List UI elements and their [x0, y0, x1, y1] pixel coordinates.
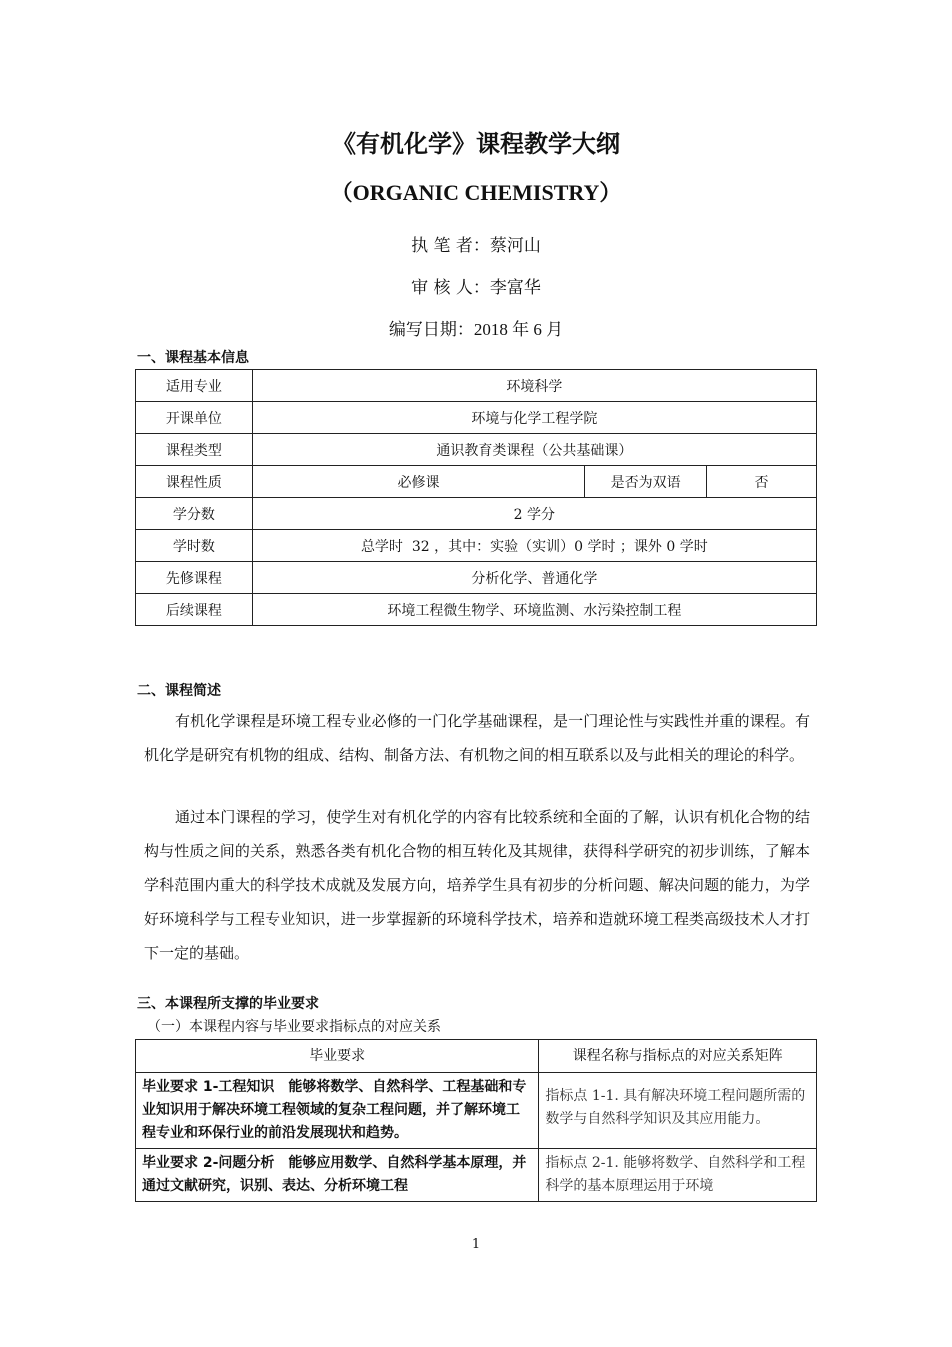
paragraph-2: 通过本门课程的学习，使学生对有机化学的内容有比较系统和全面的了解，认识有机化合物的结构与性质之间的关系，熟悉各类有机化合物的相互转化及其规律，获得科学研究的初步训练，了解本学科范围内重大的科学技术成就及发展方向，培养学生具有初步的分析问题、解决问题的能力，为学好环境科学与工程专业知识，进一步掌握新的环境科学技术，培养和造就环境工程类高级技术人才打下一定的基础。 [144, 808, 810, 962]
table-row [136, 466, 817, 498]
reviewer-label: 审 核 人： [411, 278, 490, 298]
author-label: 执 笔 者： [411, 236, 490, 256]
row-label-2: 是否为双语 [585, 466, 707, 498]
requirements-table [135, 1039, 817, 1202]
table-row [136, 594, 817, 626]
row-label: 学时数 [136, 530, 253, 562]
paragraph-1: 有机化学课程是环境工程专业必修的一门化学基础课程，是一门理论性与实践性并重的课程。有机化学是研究有机物的组成、结构、制备方法、有机物之间的相互联系以及与此相关的理论的科学。 [144, 712, 810, 764]
row-value: 环境与化学工程学院 [252, 402, 816, 434]
table-row [136, 562, 817, 594]
section3-heading: 三、本课程所支撑的毕业要求 [137, 996, 319, 1012]
page-number: 1 [471, 1237, 481, 1252]
table-row [136, 498, 817, 530]
author-name: 蔡河山 [489, 236, 541, 256]
row-value: 环境工程微生物学、环境监测、水污染控制工程 [252, 594, 816, 626]
table-row [136, 434, 817, 466]
table-row [136, 1149, 817, 1202]
row-label: 课程类型 [136, 434, 253, 466]
requirement-cell: 毕业要求 1-工程知识 能够将数学、自然科学、工程基础和专业知识用于解决环境工程领域的复杂工程问题，并了解环境工程专业和环保行业的前沿发展现状和趋势。 [136, 1073, 539, 1149]
row-label: 后续课程 [136, 594, 253, 626]
row-value-2: 否 [707, 466, 817, 498]
author-line [0, 231, 952, 256]
row-value: 必修课 [252, 466, 585, 498]
row-label: 课程性质 [136, 466, 253, 498]
course-info-table [135, 369, 817, 626]
row-value: 通识教育类课程（公共基础课） [252, 434, 816, 466]
document-title: 《有机化学》课程教学大纲 [332, 130, 620, 158]
table-row [136, 1073, 817, 1149]
section3-subheading: （一）本课程内容与毕业要求指标点的对应关系 [147, 1019, 441, 1035]
row-value: 总学时 32 ，其中：实验（实训）0 学时 ；课外 0 学时 [252, 530, 816, 562]
date-line [0, 315, 952, 340]
reviewer-line [0, 273, 952, 298]
indicator-cell: 指标点 1-1. 具有解决环境工程问题所需的数学与自然科学知识及其应用能力。 [539, 1073, 817, 1149]
indicator-cell: 指标点 2-1. 能够将数学、自然科学和工程科学的基本原理运用于环境 [539, 1149, 817, 1202]
row-value: 分析化学、普通化学 [252, 562, 816, 594]
row-value: 环境科学 [252, 370, 816, 402]
row-label: 学分数 [136, 498, 253, 530]
date-label: 编写日期： [388, 320, 474, 340]
row-label: 开课单位 [136, 402, 253, 434]
row-value: 2 学分 [252, 498, 816, 530]
col-header-matrix: 课程名称与指标点的对应关系矩阵 [539, 1040, 817, 1073]
table-row [136, 370, 817, 402]
document-subtitle: （ORGANIC CHEMISTRY） [330, 180, 622, 205]
table-header-row [136, 1040, 817, 1073]
table-row [136, 530, 817, 562]
row-label: 先修课程 [136, 562, 253, 594]
col-header-requirement: 毕业要求 [136, 1040, 539, 1073]
section2-heading: 二、课程简述 [137, 683, 221, 699]
section1-heading: 一、课程基本信息 [137, 350, 249, 366]
requirement-cell: 毕业要求 2-问题分析 能够应用数学、自然科学基本原理，并通过文献研究，识别、表达、分析环境工程 [136, 1149, 539, 1202]
reviewer-name: 李富华 [489, 278, 541, 298]
row-label: 适用专业 [136, 370, 253, 402]
table-row [136, 402, 817, 434]
date-value: 2018 年 6 月 [473, 320, 564, 339]
